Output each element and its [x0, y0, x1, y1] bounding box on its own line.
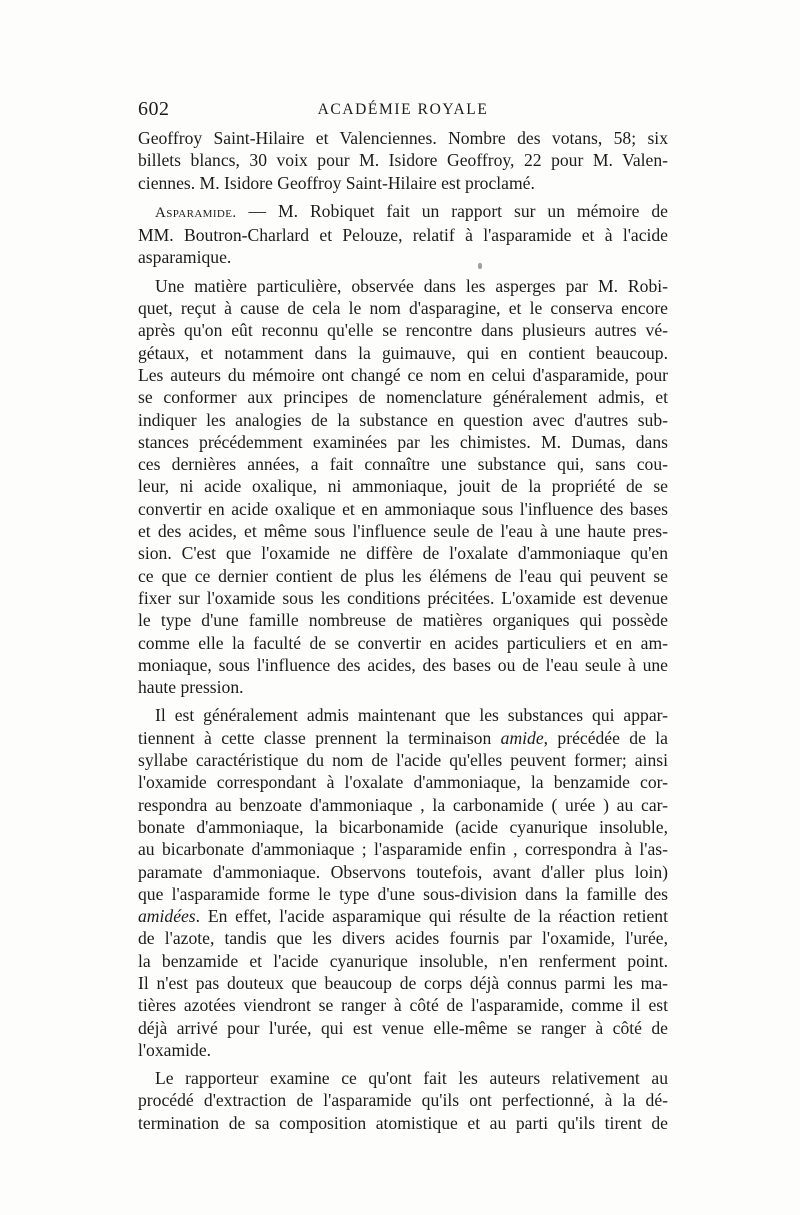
text-line: MM. Boutron-Charlard et Pelouze, relatif à l'asparamide et à l'acide — [138, 225, 668, 246]
text-line: Il n'est pas douteux que beaucoup de corps déjà connus parmi les ma- — [138, 972, 668, 993]
text-line: moniaque, sous l'influence des acides, des bases ou de l'eau seule à une — [138, 654, 668, 675]
text-line: syllabe caractéristique du nom de l'acide qu'elles peuvent former; ainsi — [138, 750, 668, 771]
text-line: ces dernières années, a fait connaître une substance qui, sans cou- — [138, 454, 668, 475]
text-line: et des acides, et même sous l'influence seule de l'eau à une haute pres- — [138, 521, 668, 542]
italic-term: amidées — [138, 906, 196, 927]
text-line: la benzamide et l'acide cyanurique insoluble, n'en renferment point. — [138, 950, 668, 971]
text-line: au bicarbonate d'ammoniaque ; l'asparamide enfin , correspondra à l'as- — [138, 839, 668, 860]
text-line: Geoffroy Saint-Hilaire et Valenciennes. Nombre des votans, 58; six — [138, 128, 668, 148]
text-line: que l'asparamide forme le type d'une sous-division dans la famille des — [138, 883, 668, 904]
text-line: paramate d'ammoniaque. Observons toutefois, avant d'aller plus loin) — [138, 861, 668, 882]
text-line: sion. C'est que l'oxamide ne diffère de l'oxalate d'ammoniaque qu'en — [138, 543, 668, 564]
text-line: déjà arrivé pour l'urée, qui est venue elle-même se ranger à côté de — [138, 1017, 668, 1038]
text-line: procédé d'extraction de l'asparamide qu'ils ont perfectionné, à la dé- — [138, 1090, 668, 1111]
text-line — [138, 200, 668, 224]
text-line: leur, ni acide oxalique, ni ammoniaque, jouit de la propriété de se — [138, 476, 668, 497]
text-line: bonate d'ammoniaque, la bicarbonamide (acide cyanurique insoluble, — [138, 816, 668, 837]
paragraph-asparagine — [138, 275, 668, 699]
text-line: l'oxamide correspondant à l'oxalate d'ammoniaque, la benzamide cor- — [138, 772, 668, 793]
text-line: convertir en acide oxalique et en ammoniaque sous l'influence des bases — [138, 498, 668, 519]
text-line: ce que ce dernier contient de plus les élémens de l'eau qui peuvent se — [138, 565, 668, 586]
paragraph-amide-classification — [138, 704, 668, 1061]
text-line: billets blancs, 30 voix pour M. Isidore Geoffroy, 22 pour M. Valen- — [138, 150, 668, 171]
text-line: ciennes. M. Isidore Geoffroy Saint-Hilaire est proclamé. — [138, 172, 535, 193]
paragraph-asparamide-report — [138, 200, 668, 269]
text-line: l'oxamide. — [138, 1039, 212, 1060]
text-line — [138, 727, 668, 749]
text-line: Les auteurs du mémoire ont changé ce nom en celui d'asparamide, pour — [138, 364, 668, 385]
text-line: haute pression. — [138, 677, 244, 698]
text-span: , précédée de la — [543, 727, 668, 748]
text-line: après qu'on eût reconnu qu'elle se rencontre dans plusieurs autres vé- — [138, 320, 668, 341]
body-text — [138, 127, 668, 1134]
text-line — [138, 905, 668, 927]
page-number: 602 — [138, 98, 170, 120]
text-line: gétaux, et notamment dans la guimauve, qui en contient beaucoup. — [138, 342, 668, 363]
paragraph-election-result — [138, 127, 668, 194]
text-line: fixer sur l'oxamide sous les conditions précitées. L'oxamide est devenue — [138, 587, 668, 608]
text-line: comme elle la faculté de se convertir en acides particuliers et en am- — [138, 632, 668, 653]
text-span: . En effet, l'acide asparamique qui résulte de la réaction retient — [195, 906, 668, 927]
text-line: termination de sa composition atomistique et au parti qu'ils tirent de — [138, 1112, 668, 1133]
text-line: Le rapporteur examine ce qu'ont fait les auteurs relativement au — [155, 1068, 668, 1089]
text-span: — M. Robiquet fait un rapport sur un mémoire de — [236, 200, 668, 221]
text-line: stances précédemment examinées par les chimistes. M. Dumas, dans — [138, 431, 668, 452]
text-line: respondra au benzoate d'ammoniaque , la carbonamide ( urée ) au car- — [138, 794, 668, 815]
text-line: Une matière particulière, observée dans les asperges par M. Robi- — [155, 275, 668, 296]
text-span: tiennent à cette classe prennent la terminaison — [138, 727, 501, 748]
text-line: tières azotées viendront se ranger à côté de l'asparamide, comme il est — [138, 995, 668, 1016]
text-line: se conformer aux principes de nomenclature généralement admis, et — [138, 387, 668, 408]
section-lead: Asparamide. — [155, 204, 237, 221]
text-line: Il est généralement admis maintenant que les substances qui appar- — [155, 705, 668, 726]
text-line: de l'azote, tandis que les divers acides fournis par l'oxamide, l'urée, — [138, 928, 668, 949]
text-line: asparamique. — [138, 247, 232, 268]
text-line: quet, reçut à cause de cela le nom d'asparagine, et le conserva encore — [138, 298, 668, 319]
text-line: le type d'une famille nombreuse de matières organiques qui possède — [138, 610, 668, 631]
text-line: indiquer les analogies de la substance en question avec d'autres sub- — [138, 409, 668, 430]
page-header — [138, 98, 668, 124]
running-head: ACADÉMIE ROYALE — [317, 101, 489, 118]
paragraph-extraction-procedure — [138, 1067, 668, 1134]
italic-term: amide — [500, 727, 544, 748]
